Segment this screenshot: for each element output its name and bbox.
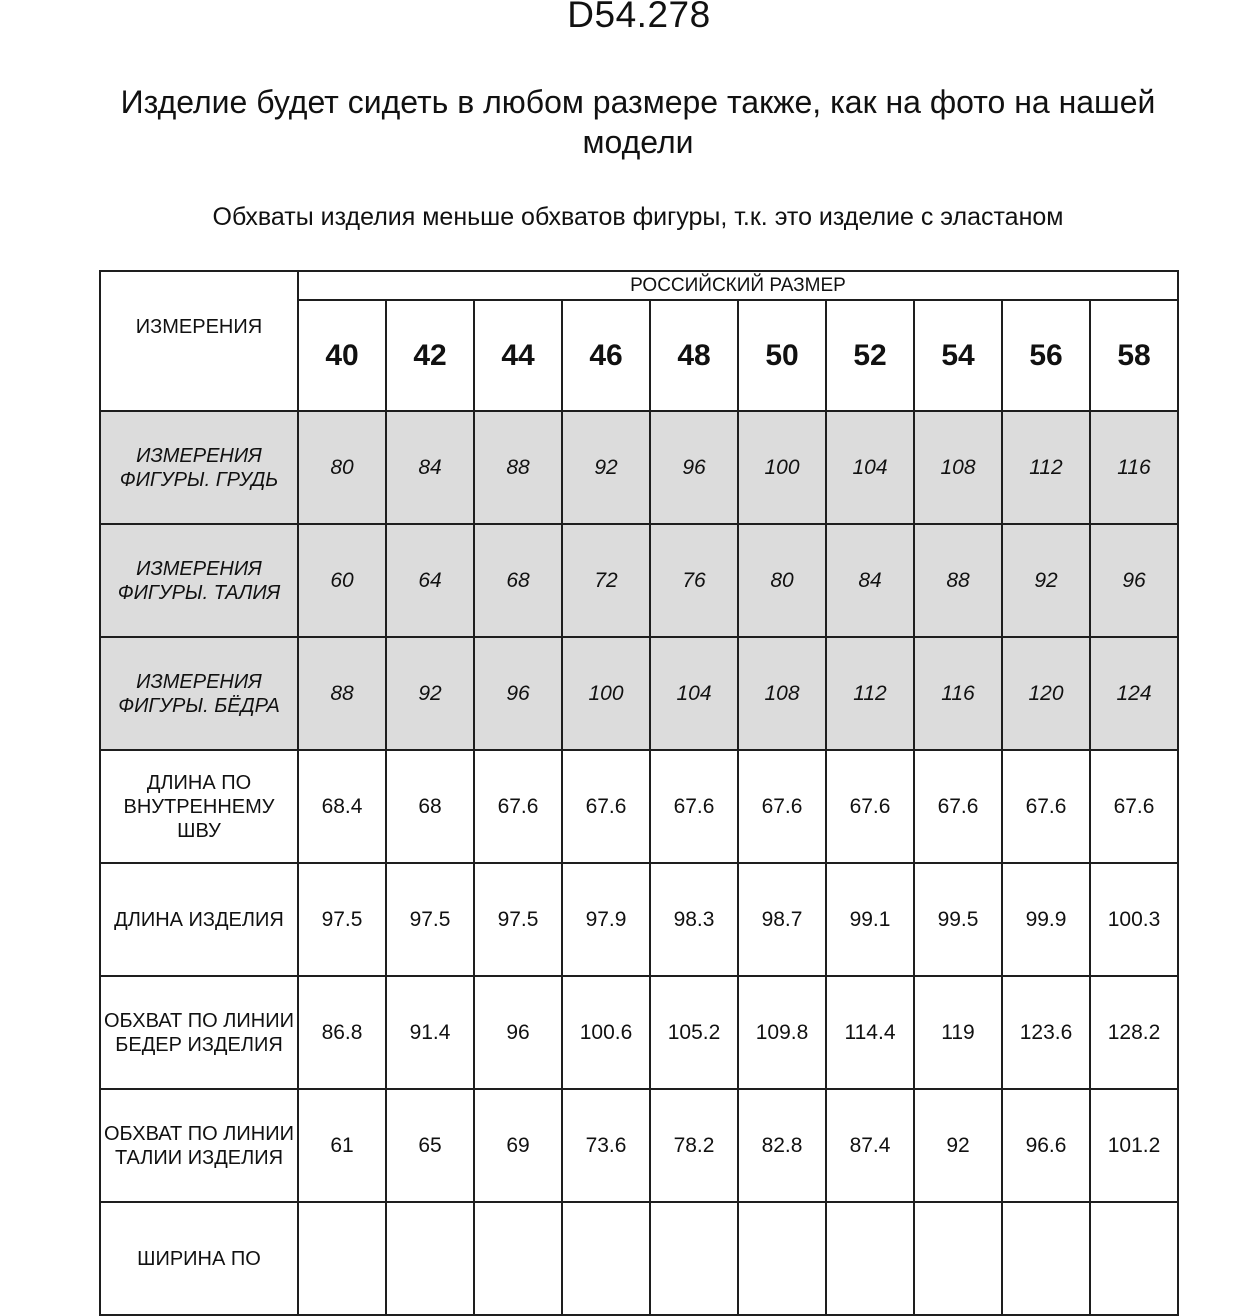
measurement-value: 100.6 bbox=[562, 976, 650, 1089]
measurement-value: 97.9 bbox=[562, 863, 650, 976]
measurement-value: 84 bbox=[826, 524, 914, 637]
measurement-value: 98.7 bbox=[738, 863, 826, 976]
measurement-value bbox=[386, 1202, 474, 1315]
measurement-value: 96 bbox=[474, 637, 562, 750]
measurement-value: 88 bbox=[914, 524, 1002, 637]
size-header-cell: 52 bbox=[826, 300, 914, 411]
measurement-value: 100 bbox=[562, 637, 650, 750]
measurement-value: 116 bbox=[914, 637, 1002, 750]
measurement-value: 84 bbox=[386, 411, 474, 524]
measurement-value: 80 bbox=[298, 411, 386, 524]
measurement-value: 67.6 bbox=[826, 750, 914, 863]
measurement-label: ИЗМЕРЕНИЯ ФИГУРЫ. ТАЛИЯ bbox=[100, 524, 298, 637]
measurement-value bbox=[826, 1202, 914, 1315]
measurement-row bbox=[100, 637, 1178, 750]
size-group-row bbox=[100, 271, 1178, 300]
measurement-row bbox=[100, 1089, 1178, 1202]
measurement-value: 80 bbox=[738, 524, 826, 637]
measurement-value: 67.6 bbox=[914, 750, 1002, 863]
measurement-value: 68 bbox=[386, 750, 474, 863]
product-code: D54.278 bbox=[567, 0, 711, 35]
measurement-value: 67.6 bbox=[650, 750, 738, 863]
measurement-value: 123.6 bbox=[1002, 976, 1090, 1089]
measurement-value: 104 bbox=[826, 411, 914, 524]
measurement-value: 88 bbox=[474, 411, 562, 524]
measurement-value: 69 bbox=[474, 1089, 562, 1202]
size-header-cell: 54 bbox=[914, 300, 1002, 411]
measurement-value: 68.4 bbox=[298, 750, 386, 863]
measurement-value: 67.6 bbox=[738, 750, 826, 863]
measurement-row bbox=[100, 976, 1178, 1089]
size-header-cell: 44 bbox=[474, 300, 562, 411]
measurement-row bbox=[100, 411, 1178, 524]
measurement-value: 98.3 bbox=[650, 863, 738, 976]
size-group-header: РОССИЙСКИЙ РАЗМЕР bbox=[298, 271, 1178, 300]
measurement-value bbox=[650, 1202, 738, 1315]
measurement-value: 64 bbox=[386, 524, 474, 637]
measurement-value: 92 bbox=[1002, 524, 1090, 637]
measurement-value: 67.6 bbox=[474, 750, 562, 863]
measurement-value: 61 bbox=[298, 1089, 386, 1202]
measurement-value: 88 bbox=[298, 637, 386, 750]
measurement-value: 86.8 bbox=[298, 976, 386, 1089]
measurement-value bbox=[562, 1202, 650, 1315]
size-chart-table bbox=[99, 270, 1179, 1316]
measurement-value: 112 bbox=[1002, 411, 1090, 524]
size-header-cell: 42 bbox=[386, 300, 474, 411]
measurement-label: ИЗМЕРЕНИЯ ФИГУРЫ. БЁДРА bbox=[100, 637, 298, 750]
measurement-value: 97.5 bbox=[298, 863, 386, 976]
measurement-value: 99.9 bbox=[1002, 863, 1090, 976]
measurement-value: 109.8 bbox=[738, 976, 826, 1089]
measurement-value: 78.2 bbox=[650, 1089, 738, 1202]
measurement-row bbox=[100, 863, 1178, 976]
measurement-value: 73.6 bbox=[562, 1089, 650, 1202]
measurement-value: 96 bbox=[1090, 524, 1178, 637]
measurement-value: 65 bbox=[386, 1089, 474, 1202]
measurement-value: 114.4 bbox=[826, 976, 914, 1089]
measurement-label: ИЗМЕРЕНИЯ ФИГУРЫ. ГРУДЬ bbox=[100, 411, 298, 524]
measurement-value: 68 bbox=[474, 524, 562, 637]
measurement-value bbox=[298, 1202, 386, 1315]
measurement-label: ОБХВАТ ПО ЛИНИИ ТАЛИИ ИЗДЕЛИЯ bbox=[100, 1089, 298, 1202]
measurement-label: ШИРИНА ПО bbox=[100, 1202, 298, 1315]
measurement-value: 92 bbox=[386, 637, 474, 750]
measurement-value: 87.4 bbox=[826, 1089, 914, 1202]
measurements-header: ИЗМЕРЕНИЯ bbox=[100, 271, 298, 411]
measurement-value bbox=[1002, 1202, 1090, 1315]
measurement-value: 96 bbox=[650, 411, 738, 524]
size-chart-body bbox=[100, 411, 1178, 1315]
size-header-cell: 56 bbox=[1002, 300, 1090, 411]
measurement-label: ДЛИНА ПО ВНУТРЕННЕМУ ШВУ bbox=[100, 750, 298, 863]
measurement-value: 97.5 bbox=[386, 863, 474, 976]
measurement-value: 108 bbox=[914, 411, 1002, 524]
measurement-value: 112 bbox=[826, 637, 914, 750]
fit-headline: Изделие будет сидеть в любом размере также, как на фото на нашей модели bbox=[120, 84, 1156, 160]
measurement-value: 128.2 bbox=[1090, 976, 1178, 1089]
measurement-value: 120 bbox=[1002, 637, 1090, 750]
measurement-value: 108 bbox=[738, 637, 826, 750]
measurement-value: 99.5 bbox=[914, 863, 1002, 976]
measurement-value bbox=[474, 1202, 562, 1315]
measurement-value bbox=[1090, 1202, 1178, 1315]
measurement-value: 60 bbox=[298, 524, 386, 637]
measurement-label: ОБХВАТ ПО ЛИНИИ БЕДЕР ИЗДЕЛИЯ bbox=[100, 976, 298, 1089]
size-header-cell: 46 bbox=[562, 300, 650, 411]
measurement-value: 67.6 bbox=[1090, 750, 1178, 863]
measurement-value: 91.4 bbox=[386, 976, 474, 1089]
measurement-row bbox=[100, 750, 1178, 863]
size-header-cell: 50 bbox=[738, 300, 826, 411]
measurement-value: 99.1 bbox=[826, 863, 914, 976]
measurement-value: 105.2 bbox=[650, 976, 738, 1089]
elastane-note: Обхваты изделия меньше обхватов фигуры, т.к. это изделие с эластаном bbox=[212, 203, 1064, 231]
measurement-value: 119 bbox=[914, 976, 1002, 1089]
measurement-value: 116 bbox=[1090, 411, 1178, 524]
measurement-row bbox=[100, 524, 1178, 637]
measurement-value: 82.8 bbox=[738, 1089, 826, 1202]
measurement-value: 72 bbox=[562, 524, 650, 637]
measurement-value: 67.6 bbox=[562, 750, 650, 863]
measurement-value: 76 bbox=[650, 524, 738, 637]
size-header-cell: 58 bbox=[1090, 300, 1178, 411]
measurement-value bbox=[914, 1202, 1002, 1315]
measurement-value: 96.6 bbox=[1002, 1089, 1090, 1202]
measurement-value: 100.3 bbox=[1090, 863, 1178, 976]
measurement-value: 96 bbox=[474, 976, 562, 1089]
measurement-value bbox=[738, 1202, 826, 1315]
measurement-value: 100 bbox=[738, 411, 826, 524]
measurement-value: 124 bbox=[1090, 637, 1178, 750]
measurement-value: 92 bbox=[562, 411, 650, 524]
measurement-label: ДЛИНА ИЗДЕЛИЯ bbox=[100, 863, 298, 976]
size-header-cell: 48 bbox=[650, 300, 738, 411]
size-header-cell: 40 bbox=[298, 300, 386, 411]
measurement-value: 104 bbox=[650, 637, 738, 750]
measurement-value: 101.2 bbox=[1090, 1089, 1178, 1202]
measurement-value: 92 bbox=[914, 1089, 1002, 1202]
measurement-value: 67.6 bbox=[1002, 750, 1090, 863]
measurement-row bbox=[100, 1202, 1178, 1315]
measurement-value: 97.5 bbox=[474, 863, 562, 976]
